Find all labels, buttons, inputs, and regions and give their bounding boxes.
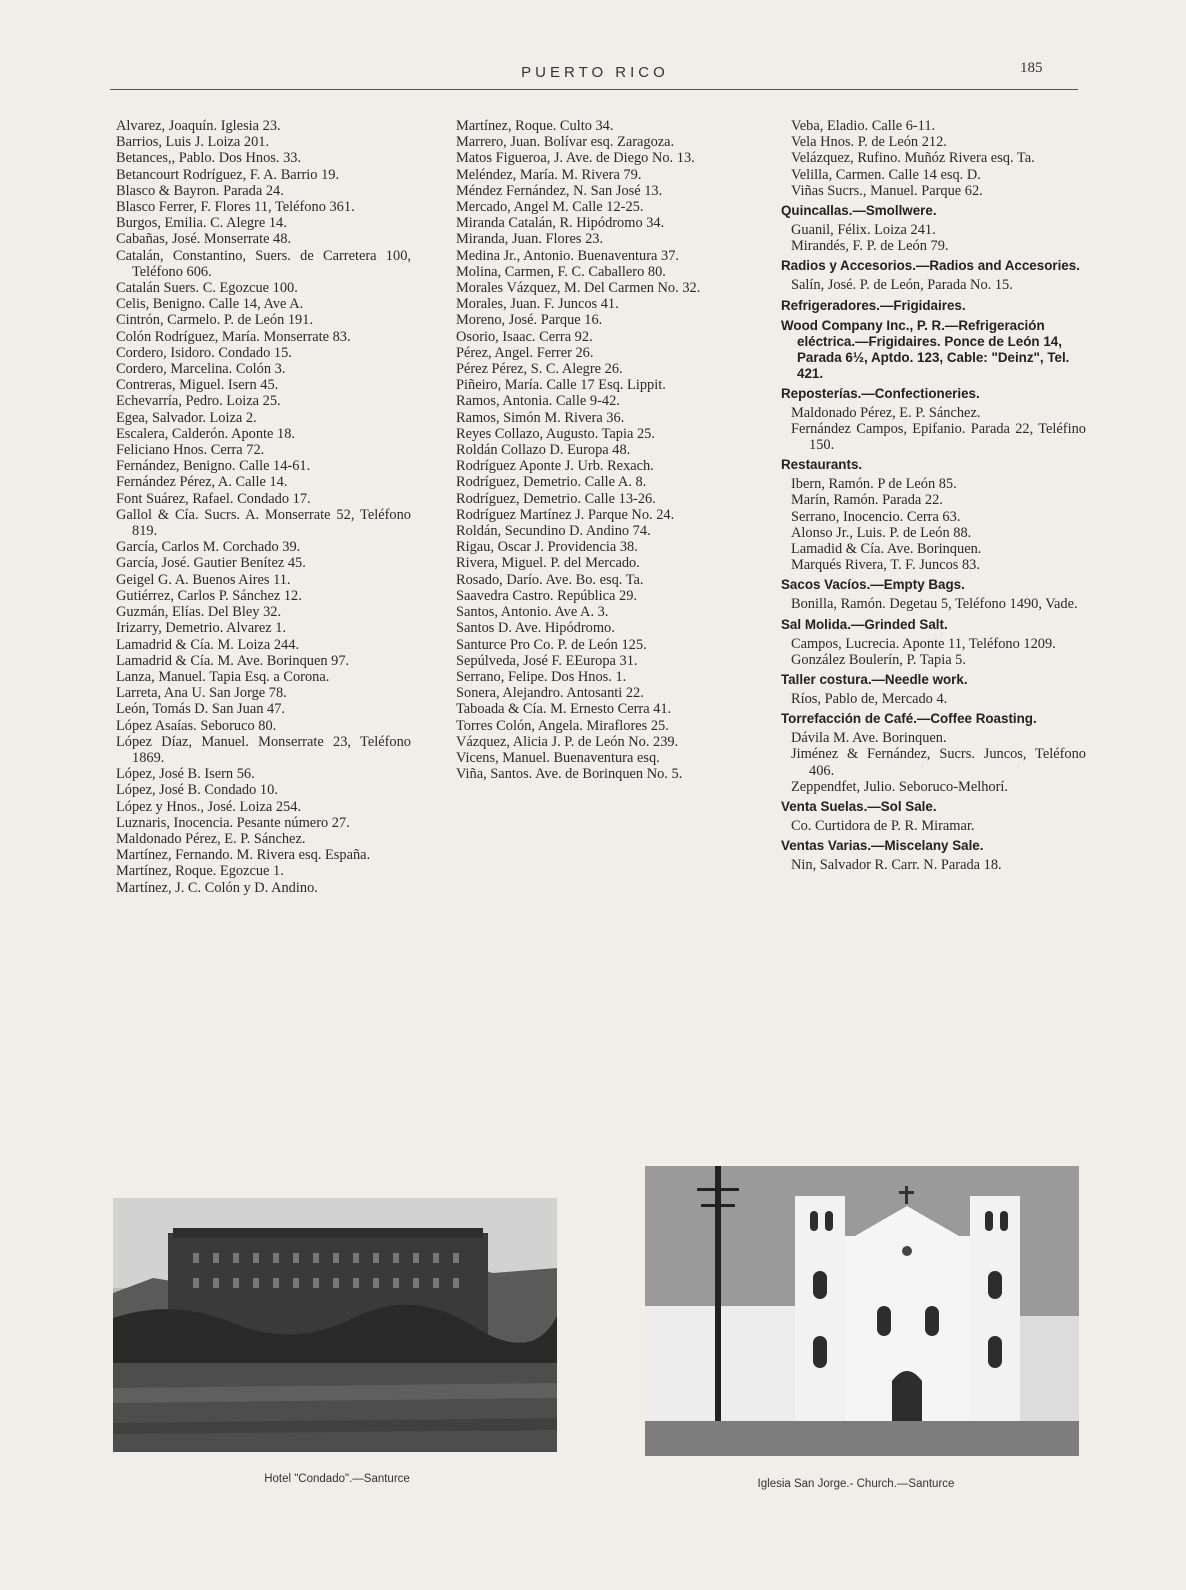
directory-entry: Marín, Ramón. Parada 22. — [791, 492, 943, 509]
directory-entry: Cordero, Marcelina. Colón 3. — [116, 361, 286, 378]
directory-entry: Sepúlveda, José F. EEuropa 31. — [456, 652, 638, 669]
directory-entry: Guanil, Félix. Loiza 241. — [791, 222, 936, 239]
directory-entry: Santurce Pro Co. P. de León 125. — [456, 636, 647, 653]
directory-entry: López, José B. Condado 10. — [116, 782, 278, 799]
directory-entry: Osorio, Isaac. Cerra 92. — [456, 328, 593, 345]
directory-entry: Martínez, Fernando. M. Rivera esq. España. — [116, 847, 371, 864]
directory-entry: Alonso Jr., Luis. P. de León 88. — [791, 524, 972, 541]
directory-entry: Rodríguez, Demetrio. Calle 13-26. — [456, 490, 656, 507]
directory-entry: Cordero, Isidoro. Condado 15. — [116, 344, 292, 361]
directory-entry: Mercado, Angel M. Calle 12-25. — [456, 199, 644, 216]
directory-entry: Zeppendfet, Julio. Seboruco-Melhorí. — [791, 778, 1009, 795]
directory-entry: Luznaris, Inocencia. Pesante número 27. — [116, 814, 350, 831]
directory-entry: García, Carlos M. Corchado 39. — [116, 539, 301, 556]
directory-entry: Velilla, Carmen. Calle 14 esq. D. — [791, 166, 981, 183]
directory-entry: Vázquez, Alicia J. P. de León No. 239. — [456, 733, 679, 750]
directory-entry: Blasco & Bayron. Parada 24. — [116, 182, 284, 199]
directory-entry: Betancourt Rodríguez, F. A. Barrio 19. — [116, 166, 340, 183]
directory-entry: Lamadrid & Cía. M. Loiza 244. — [116, 636, 300, 653]
directory-entry: Méndez Fernández, N. San José 13. — [456, 182, 663, 199]
directory-entry: Martínez, Roque. Egozcue 1. — [116, 863, 284, 880]
category-heading: Reposterías.—Confectioneries. — [781, 385, 980, 401]
directory-entry: Egea, Salvador. Loiza 2. — [116, 409, 257, 426]
directory-entry: Bonilla, Ramón. Degetau 5, Teléfono 1490, Vade. — [791, 596, 1078, 613]
directory-entry: López Asaías. Seboruco 80. — [116, 717, 277, 734]
directory-entry: Martínez, Roque. Culto 34. — [456, 118, 614, 134]
directory-entry: Roldán, Secundino D. Andino 74. — [456, 523, 651, 540]
header-rule — [110, 89, 1078, 90]
category-heading: Refrigeradores.—Frigidaires. — [781, 297, 966, 313]
directory-entry: Rosado, Darío. Ave. Bo. esq. Ta. — [456, 571, 644, 588]
directory-entry: Lamadrid & Cía. M. Ave. Borinquen 97. — [116, 652, 350, 669]
directory-entry: Barrios, Luis J. Loiza 201. — [116, 134, 270, 151]
directory-entry: Geigel G. A. Buenos Aires 11. — [116, 571, 291, 588]
category-heading: Sacos Vacíos.—Empty Bags. — [781, 577, 965, 593]
directory-column-1 — [116, 118, 411, 896]
category-heading: Restaurants. — [781, 457, 863, 473]
directory-entry: Burgos, Emilia. C. Alegre 14. — [116, 215, 287, 232]
directory-entry: Campos, Lucrecia. Aponte 11, Teléfono 1209. — [791, 635, 1056, 652]
directory-entry: León, Tomás D. San Juan 47. — [116, 701, 285, 718]
directory-entry: Rodríguez, Demetrio. Calle A. 8. — [456, 474, 647, 491]
photo-caption-church: Iglesia San Jorge.- Church.—Santurce — [757, 1478, 955, 1490]
category-heading: Venta Suelas.—Sol Sale. — [781, 799, 937, 815]
directory-entry: Molina, Carmen, F. C. Caballero 80. — [456, 263, 666, 280]
directory-entry: Nin, Salvador R. Carr. N. Parada 18. — [791, 857, 1002, 874]
directory-entry: Moreno, José. Parque 16. — [456, 312, 603, 329]
directory-entry: Roldán Collazo D. Europa 48. — [456, 442, 631, 459]
directory-entry: Fernández, Benigno. Calle 14-61. — [116, 458, 311, 475]
photo-caption-hotel: Hotel "Condado".—Santurce — [264, 1473, 410, 1485]
directory-entry: Ramos, Simón M. Rivera 36. — [456, 409, 625, 426]
directory-entry: Irizarry, Demetrio. Alvarez 1. — [116, 620, 287, 637]
directory-entry: Feliciano Hnos. Cerra 72. — [116, 442, 265, 459]
directory-entry: Fernández Campos, Epifanio. Parada 22, Teléfino 150. — [791, 420, 1086, 454]
directory-entry: Maldonado Pérez, E. P. Sánchez. — [791, 404, 981, 421]
directory-entry: Salín, José. P. de León, Parada No. 15. — [791, 277, 1013, 294]
directory-entry: Rodríguez Aponte J. Urb. Rexach. — [456, 458, 654, 475]
directory-entry: Vela Hnos. P. de León 212. — [791, 134, 947, 151]
directory-entry: Pérez Pérez, S. C. Alegre 26. — [456, 361, 623, 378]
category-heading: Radios y Accesorios.—Radios and Accesories. — [781, 258, 1080, 274]
directory-entry: Viña, Santos. Ave. de Borinquen No. 5. — [456, 766, 683, 783]
directory-entry: Veba, Eladio. Calle 6-11. — [791, 118, 936, 134]
directory-entry: Rodríguez Martínez J. Parque No. 24. — [456, 506, 675, 523]
directory-entry: Martínez, J. C. Colón y D. Andino. — [116, 879, 318, 896]
category-heading: Ventas Varias.—Miscelany Sale. — [781, 838, 984, 854]
directory-entry: Vicens, Manuel. Buenaventura esq. — [456, 749, 660, 766]
directory-entry: Lamadid & Cía. Ave. Borinquen. — [791, 541, 982, 558]
directory-entry: Serrano, Inocencio. Cerra 63. — [791, 508, 961, 525]
directory-entry: García, José. Gautier Benítez 45. — [116, 555, 306, 572]
directory-entry: Marqués Rivera, T. F. Juncos 83. — [791, 557, 980, 574]
directory-entry: Guzmán, Elías. Del Bley 32. — [116, 604, 282, 621]
directory-entry: Mirandés, F. P. de León 79. — [791, 238, 949, 255]
directory-entry: López y Hnos., José. Loiza 254. — [116, 798, 302, 815]
directory-entry: Cabañas, José. Monserrate 48. — [116, 231, 292, 248]
directory-entry: Betances,, Pablo. Dos Hnos. 33. — [116, 150, 302, 167]
directory-entry: Catalán Suers. C. Egozcue 100. — [116, 280, 298, 297]
category-heading: Torrefacción de Café.—Coffee Roasting. — [781, 711, 1037, 727]
directory-entry: Larreta, Ana U. San Jorge 78. — [116, 685, 287, 702]
category-heading: Wood Company Inc., P. R.—Refrigeración eléctrica.—Frigidaires. Ponce de León 14, Parada 6½, Aptdo. 123, Cable: "Deinz", Tel. 421. — [781, 317, 1070, 381]
directory-entry: Ramos, Antonia. Calle 9-42. — [456, 393, 620, 410]
directory-entry: Miranda, Juan. Flores 23. — [456, 231, 604, 248]
directory-entry: Gallol & Cía. Sucrs. A. Monserrate 52, Teléfono 819. — [116, 506, 411, 540]
category-heading: Quincallas.—Smollwere. — [781, 203, 937, 219]
directory-entry: Escalera, Calderón. Aponte 18. — [116, 425, 296, 442]
directory-entry: Font Suárez, Rafael. Condado 17. — [116, 490, 311, 507]
directory-entry: Alvarez, Joaquín. Iglesia 23. — [116, 118, 281, 134]
directory-entry: Miranda Catalán, R. Hipódromo 34. — [456, 215, 665, 232]
directory-entry: Ríos, Pablo de, Mercado 4. — [791, 691, 948, 708]
directory-entry: Medina Jr., Antonio. Buenaventura 37. — [456, 247, 680, 264]
directory-entry: Marrero, Juan. Bolívar esq. Zaragoza. — [456, 134, 675, 151]
directory-entry: Colón Rodríguez, María. Monserrate 83. — [116, 328, 351, 345]
directory-entry: Rivera, Miguel. P. del Mercado. — [456, 555, 640, 572]
directory-entry: Ibern, Ramón. P de León 85. — [791, 476, 957, 493]
directory-entry: González Boulerín, P. Tapia 5. — [791, 651, 966, 668]
directory-entry: Co. Curtidora de P. R. Miramar. — [791, 818, 975, 835]
directory-column-3 — [781, 118, 1086, 873]
hotel-condado-photo — [113, 1198, 557, 1452]
directory-entry: Echevarría, Pedro. Loiza 25. — [116, 393, 281, 410]
directory-entry: Saavedra Castro. República 29. — [456, 587, 638, 604]
running-header-title: PUERTO RICO — [521, 64, 669, 81]
directory-entry: Velázquez, Rufino. Muñóz Rivera esq. Ta. — [791, 150, 1035, 167]
directory-entry: Piñeiro, María. Calle 17 Esq. Lippit. — [456, 377, 666, 394]
directory-entry: Lanza, Manuel. Tapia Esq. a Corona. — [116, 668, 330, 685]
directory-entry: Matos Figueroa, J. Ave. de Diego No. 13. — [456, 150, 695, 167]
directory-entry: Contreras, Miguel. Isern 45. — [116, 377, 279, 394]
directory-entry: Dávila M. Ave. Borinquen. — [791, 730, 947, 747]
directory-entry: Catalán, Constantino, Suers. de Carretera 100, Teléfono 606. — [116, 247, 411, 280]
directory-entry: Taboada & Cía. M. Ernesto Cerra 41. — [456, 701, 672, 718]
directory-entry: Torres Colón, Angela. Miraflores 25. — [456, 717, 669, 734]
directory-entry: Rigau, Oscar J. Providencia 38. — [456, 539, 638, 556]
directory-entry: Pérez, Angel. Ferrer 26. — [456, 344, 594, 361]
directory-entry: Blasco Ferrer, F. Flores 11, Teléfono 361. — [116, 199, 355, 216]
directory-entry: Sonera, Alejandro. Antosanti 22. — [456, 685, 644, 702]
directory-entry: López Díaz, Manuel. Monserrate 23, Teléfono 1869. — [116, 733, 411, 766]
directory-entry: López, José B. Isern 56. — [116, 766, 255, 783]
directory-entry: Cintrón, Carmelo. P. de León 191. — [116, 312, 314, 329]
directory-entry: Morales Vázquez, M. Del Carmen No. 32. — [456, 280, 701, 297]
directory-entry: Celis, Benigno. Calle 14, Ave A. — [116, 296, 304, 313]
directory-entry: Maldonado Pérez, E. P. Sánchez. — [116, 830, 306, 847]
directory-entry: Gutiérrez, Carlos P. Sánchez 12. — [116, 587, 302, 604]
page-number: 185 — [1020, 60, 1043, 76]
iglesia-san-jorge-photo — [645, 1166, 1079, 1456]
directory-entry: Fernández Pérez, A. Calle 14. — [116, 474, 288, 491]
category-heading: Sal Molida.—Grinded Salt. — [781, 616, 948, 632]
category-heading: Taller costura.—Needle work. — [781, 672, 968, 688]
directory-entry: Santos, Antonio. Ave A. 3. — [456, 604, 609, 621]
directory-entry: Santos D. Ave. Hipódromo. — [456, 620, 615, 637]
directory-entry: Reyes Collazo, Augusto. Tapia 25. — [456, 425, 655, 442]
directory-entry: Jiménez & Fernández, Sucrs. Juncos, Teléfono 406. — [791, 746, 1086, 779]
directory-entry: Serrano, Felipe. Dos Hnos. 1. — [456, 668, 627, 685]
directory-entry: Meléndez, María. M. Rivera 79. — [456, 166, 642, 183]
directory-entry: Viñas Sucrs., Manuel. Parque 62. — [791, 182, 983, 199]
directory-entry: Morales, Juan. F. Juncos 41. — [456, 296, 619, 313]
directory-column-2 — [456, 118, 746, 782]
